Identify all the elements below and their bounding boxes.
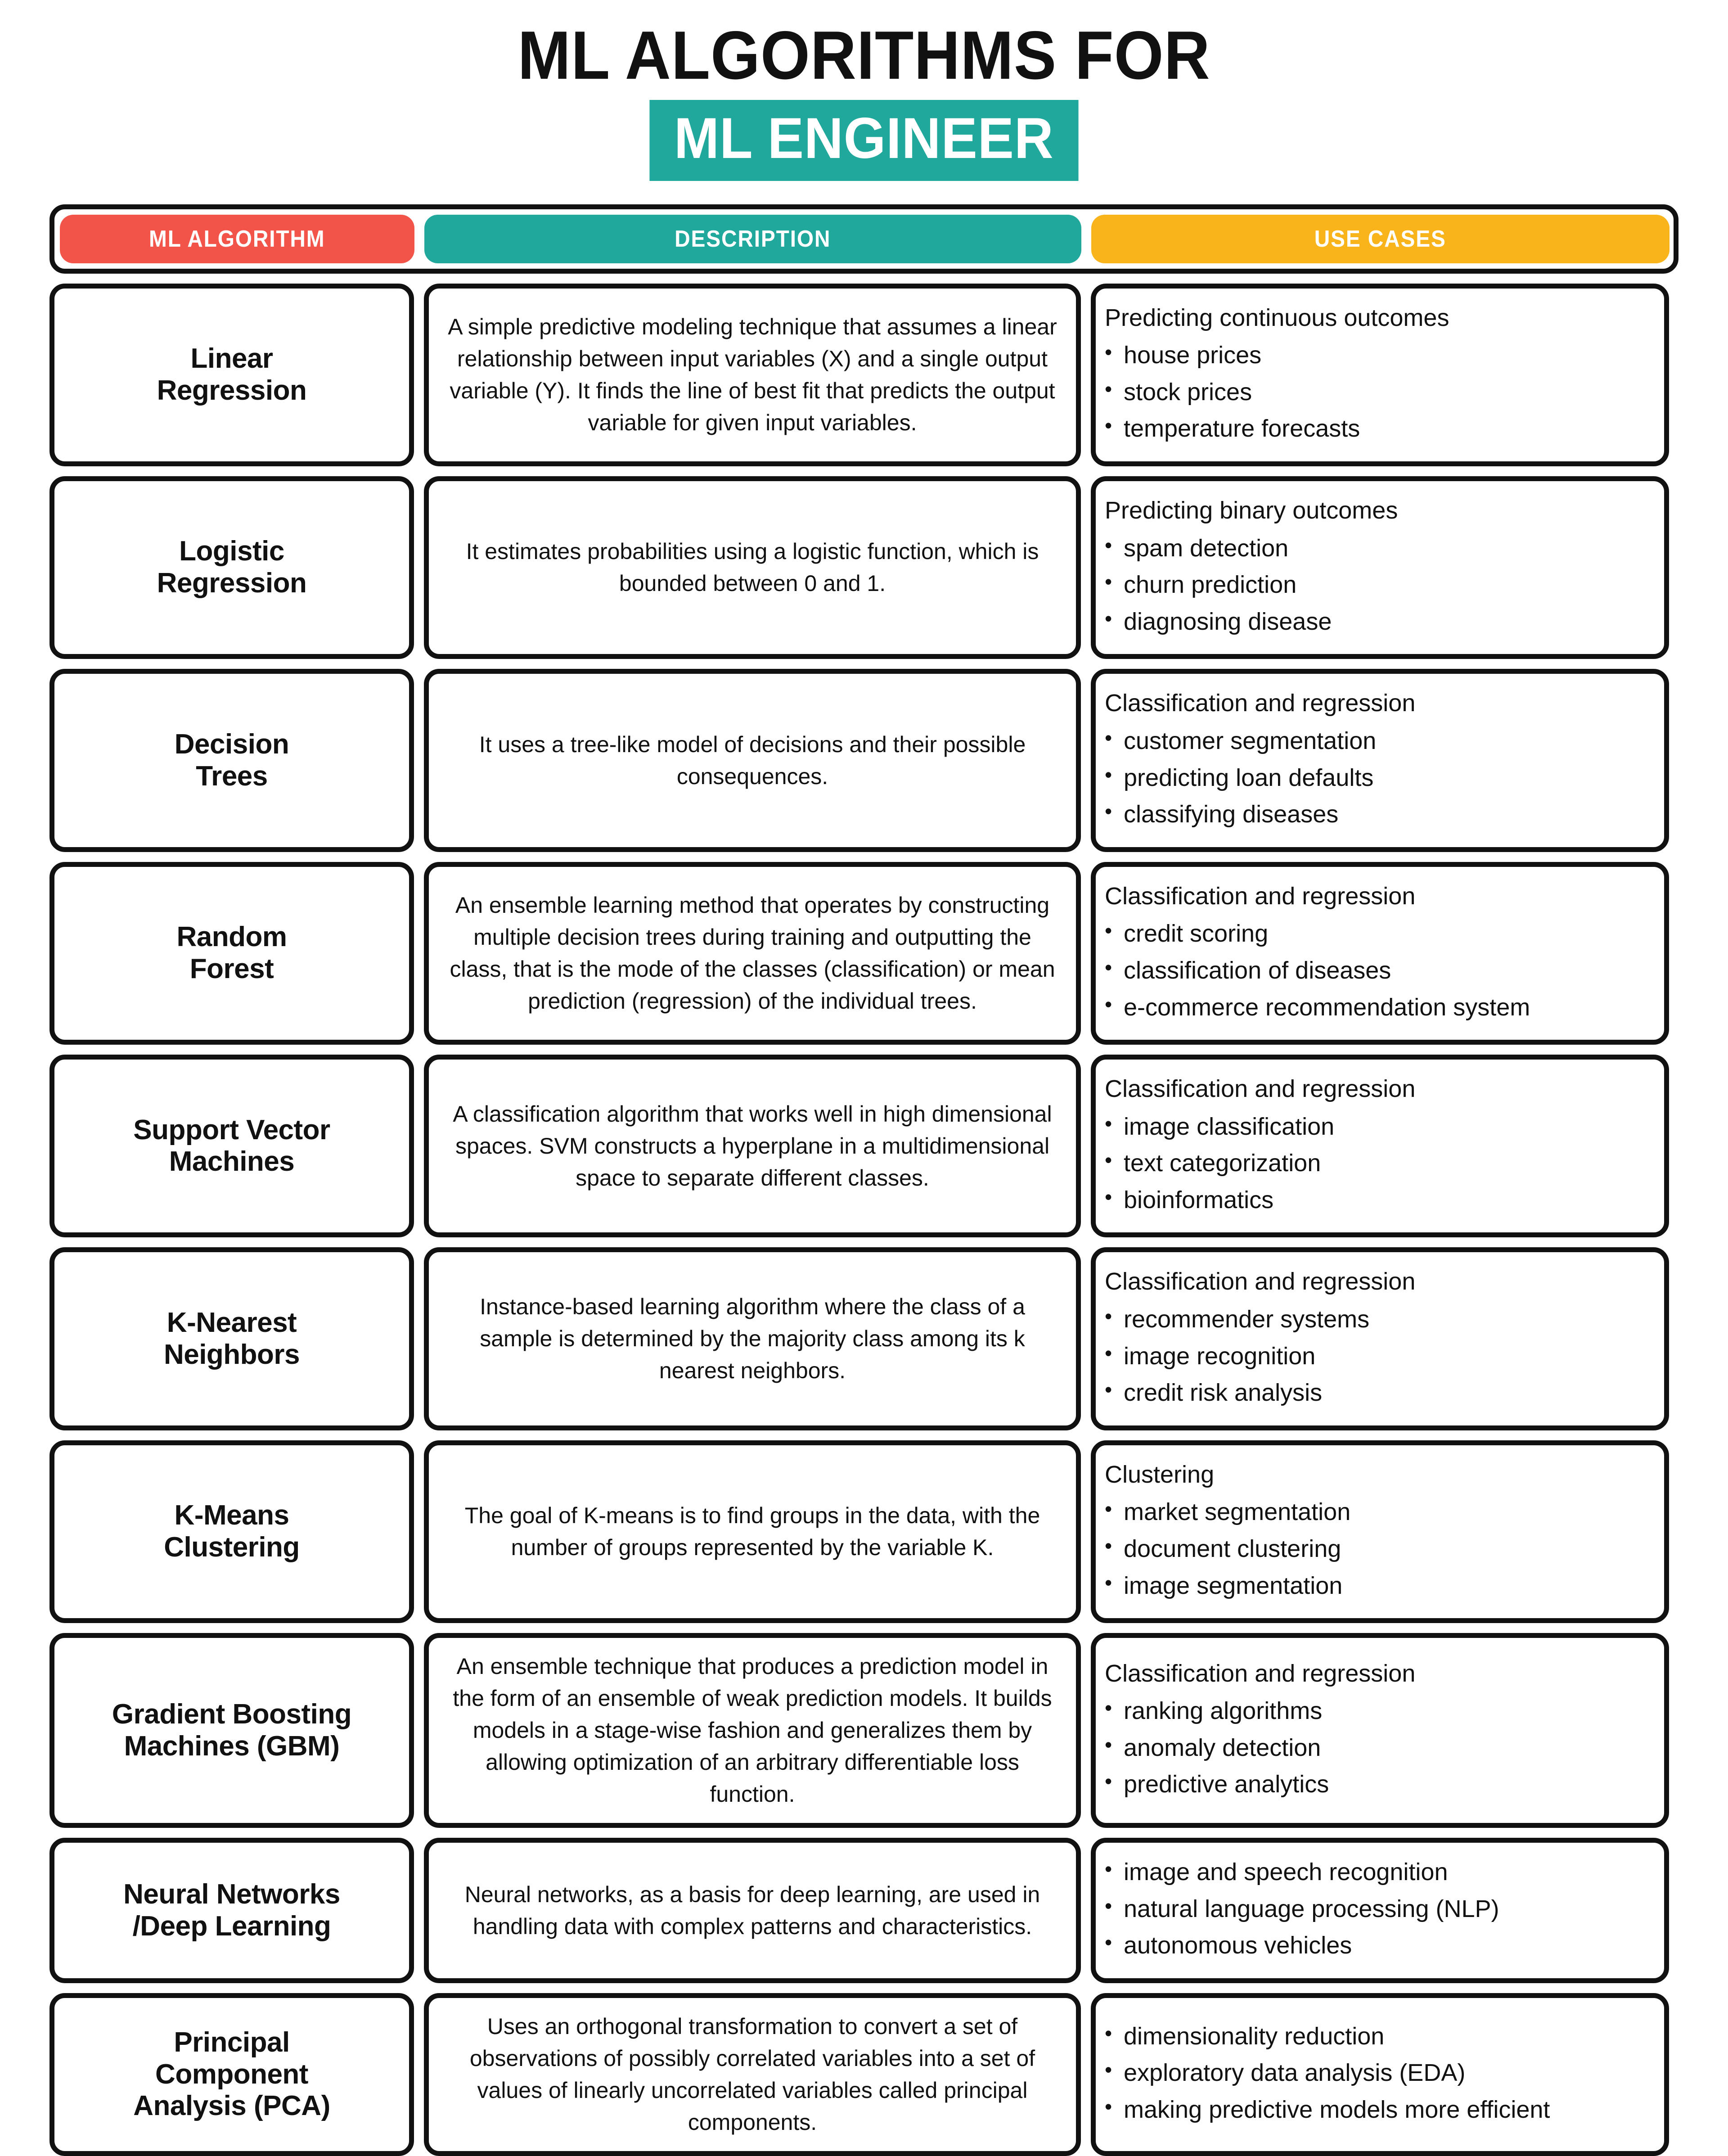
algorithm-name: Neural Networks /Deep Learning xyxy=(123,1878,340,1942)
use-case-item: • image classification xyxy=(1105,1110,1334,1144)
cell-use-cases xyxy=(1091,1633,1669,1828)
header-label-algorithm: ML ALGORITHM xyxy=(149,226,325,252)
algorithm-name: Decision Trees xyxy=(174,728,289,792)
cell-description xyxy=(424,284,1081,466)
cell-algorithm-name xyxy=(50,1055,414,1237)
description-text: An ensemble technique that produces a prediction model in the form of an ensemble of weak prediction models. It builds models in a stage-wise fashion and generalizes them by allowing optimization of an arbitrary differentiable loss function. xyxy=(453,1654,1052,1807)
use-cases-heading: Predicting binary outcomes xyxy=(1105,496,1398,524)
use-cases-list xyxy=(1105,532,1332,642)
cell-description xyxy=(424,1838,1081,1983)
use-case-item: • predictive analytics xyxy=(1105,1768,1329,1802)
cell-description xyxy=(424,1993,1081,2156)
cell-use-cases xyxy=(1091,284,1669,466)
title-block xyxy=(0,0,1728,181)
use-case-item: • temperature forecasts xyxy=(1105,412,1360,446)
table-row xyxy=(50,1055,1678,1237)
use-case-item: • customer segmentation xyxy=(1105,724,1376,758)
description-text: It uses a tree-like model of decisions and their possible consequences. xyxy=(479,731,1026,789)
cell-algorithm-name xyxy=(50,669,414,852)
use-case-item: • bioinformatics xyxy=(1105,1183,1334,1218)
use-case-item: • e-commerce recommendation system xyxy=(1105,991,1530,1025)
cell-use-cases xyxy=(1091,1993,1669,2156)
cell-use-cases xyxy=(1091,1838,1669,1983)
description-text: It estimates probabilities using a logistic function, which is bounded between 0 and 1. xyxy=(466,539,1039,596)
use-cases-heading: Clustering xyxy=(1105,1461,1215,1488)
use-case-item: • recommender systems xyxy=(1105,1303,1369,1337)
table-row xyxy=(50,1440,1678,1623)
use-cases-list xyxy=(1105,917,1530,1027)
page-title-line2: ML ENGINEER xyxy=(650,100,1079,181)
use-cases-list xyxy=(1105,1110,1334,1220)
use-case-item: • text categorization xyxy=(1105,1146,1334,1181)
use-case-item: • anomaly detection xyxy=(1105,1731,1329,1765)
table-row xyxy=(50,669,1678,852)
description-text: A classification algorithm that works well in high dimensional spaces. SVM constructs a hyperplane in a multidimensional space to separate different classes. xyxy=(453,1101,1052,1191)
cell-algorithm-name xyxy=(50,284,414,466)
cell-description xyxy=(424,1055,1081,1237)
use-case-item: • dimensionality reduction xyxy=(1105,2020,1550,2054)
header-cell-use-cases xyxy=(1091,215,1670,263)
ml-algorithms-table xyxy=(50,204,1678,2156)
cell-use-cases xyxy=(1091,862,1669,1045)
table-header-row xyxy=(60,215,1668,263)
page-subtitle-wrap xyxy=(0,100,1728,181)
algorithm-name: Gradient Boosting Machines (GBM) xyxy=(112,1699,352,1762)
use-case-item: • classification of diseases xyxy=(1105,954,1530,988)
use-case-item: • market segmentation xyxy=(1105,1495,1350,1529)
use-case-item: • image recognition xyxy=(1105,1340,1369,1374)
cell-use-cases xyxy=(1091,669,1669,852)
table-row xyxy=(50,1838,1678,1983)
table-row xyxy=(50,1993,1678,2156)
use-case-item: • spam detection xyxy=(1105,532,1332,566)
table-row xyxy=(50,862,1678,1045)
table-header-frame xyxy=(50,204,1678,274)
table-row xyxy=(50,1633,1678,1828)
header-cell-description xyxy=(424,215,1081,263)
header-label-use-cases: USE CASES xyxy=(1314,226,1447,252)
cell-description xyxy=(424,1633,1081,1828)
cell-algorithm-name xyxy=(50,476,414,659)
use-case-item: • document clustering xyxy=(1105,1532,1350,1566)
page-title-line1: ML ALGORITHMS FOR xyxy=(518,17,1210,94)
algorithm-name: Logistic Regression xyxy=(157,536,307,599)
cell-algorithm-name xyxy=(50,1993,414,2156)
use-cases-heading: Classification and regression xyxy=(1105,690,1416,717)
algorithm-name: Support Vector Machines xyxy=(133,1114,330,1177)
use-cases-list xyxy=(1105,1694,1329,1804)
use-cases-heading: Predicting continuous outcomes xyxy=(1105,304,1449,331)
use-case-item: • credit risk analysis xyxy=(1105,1376,1369,1410)
algorithm-name: Linear Regression xyxy=(157,343,307,406)
use-case-item: • natural language processing (NLP) xyxy=(1105,1892,1499,1926)
algorithm-name: Random Forest xyxy=(176,921,287,984)
use-case-item: • classifying diseases xyxy=(1105,798,1376,832)
use-cases-heading: Classification and regression xyxy=(1105,882,1416,910)
algorithm-name: Principal Component Analysis (PCA) xyxy=(133,2026,330,2122)
use-cases-list xyxy=(1105,338,1360,449)
use-cases-list xyxy=(1105,1303,1369,1413)
algorithm-name: K-Means Clustering xyxy=(164,1500,300,1563)
use-case-item: • autonomous vehicles xyxy=(1105,1929,1499,1963)
description-text: Instance-based learning algorithm where the class of a sample is determined by the majority class among its k nearest neighbors. xyxy=(480,1294,1025,1384)
cell-description xyxy=(424,1440,1081,1623)
cell-algorithm-name xyxy=(50,862,414,1045)
cell-description xyxy=(424,476,1081,659)
use-cases-list xyxy=(1105,2020,1550,2130)
use-case-item: • diagnosing disease xyxy=(1105,605,1332,639)
cell-use-cases xyxy=(1091,1440,1669,1623)
cell-algorithm-name xyxy=(50,1838,414,1983)
cell-algorithm-name xyxy=(50,1633,414,1828)
use-cases-heading: Classification and regression xyxy=(1105,1075,1416,1103)
use-cases-list xyxy=(1105,724,1376,834)
table-row xyxy=(50,476,1678,659)
use-case-item: • image segmentation xyxy=(1105,1569,1350,1603)
header-label-description: DESCRIPTION xyxy=(675,226,831,252)
cell-use-cases xyxy=(1091,1055,1669,1237)
description-text: The goal of K-means is to find groups in the data, with the number of groups represented by the variable K. xyxy=(464,1503,1040,1561)
table-body xyxy=(50,284,1678,2156)
use-case-item: • churn prediction xyxy=(1105,568,1332,602)
table-row xyxy=(50,284,1678,466)
table-row xyxy=(50,1247,1678,1430)
use-case-item: • making predictive models more efficient xyxy=(1105,2093,1550,2127)
use-case-item: • house prices xyxy=(1105,338,1360,373)
use-case-item: • image and speech recognition xyxy=(1105,1855,1499,1890)
cell-algorithm-name xyxy=(50,1247,414,1430)
header-cell-algorithm xyxy=(60,215,414,263)
cell-description xyxy=(424,862,1081,1045)
use-case-item: • exploratory data analysis (EDA) xyxy=(1105,2056,1550,2090)
cell-description xyxy=(424,669,1081,852)
cell-use-cases xyxy=(1091,476,1669,659)
use-cases-list xyxy=(1105,1855,1499,1966)
use-cases-heading: Classification and regression xyxy=(1105,1660,1416,1687)
cell-use-cases xyxy=(1091,1247,1669,1430)
use-case-item: • credit scoring xyxy=(1105,917,1530,951)
use-case-item: • predicting loan defaults xyxy=(1105,761,1376,795)
use-case-item: • stock prices xyxy=(1105,375,1360,410)
algorithm-name: K-Nearest Neighbors xyxy=(163,1307,300,1370)
cell-description xyxy=(424,1247,1081,1430)
description-text: Uses an orthogonal transformation to convert a set of observations of possibly correlated variables into a set of values of linearly uncorrelated variables called principal components. xyxy=(469,2014,1035,2135)
use-cases-heading: Classification and regression xyxy=(1105,1268,1416,1295)
description-text: A simple predictive modeling technique that assumes a linear relationship between input variables (X) and a single output variable (Y). It finds the line of best fit that predicts the output variable for given input variables. xyxy=(448,314,1057,435)
cell-algorithm-name xyxy=(50,1440,414,1623)
use-case-item: • ranking algorithms xyxy=(1105,1694,1329,1728)
description-text: Neural networks, as a basis for deep learning, are used in handling data with complex patterns and characteristics. xyxy=(464,1881,1040,1939)
use-cases-list xyxy=(1105,1495,1350,1606)
description-text: An ensemble learning method that operates by constructing multiple decision trees during training and outputting the class, that is the mode of the classes (classification) or mean prediction (regression) of the individual trees. xyxy=(450,892,1055,1014)
